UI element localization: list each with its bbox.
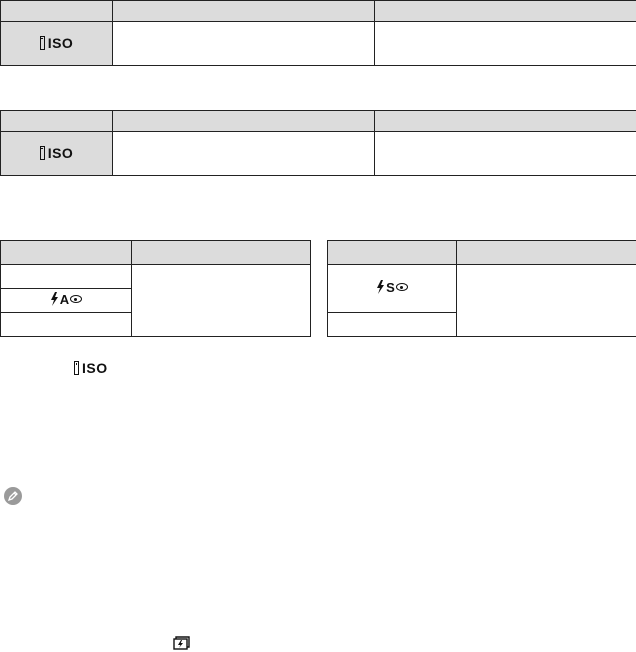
flash-auto-redeye-icon: A	[50, 292, 82, 307]
flash-auto-redeye-cell	[1, 289, 132, 313]
header-cell	[375, 111, 636, 132]
header-cell	[375, 1, 636, 22]
flash-table-left	[0, 240, 311, 337]
merged-description-cell	[457, 265, 636, 337]
header-cell	[328, 241, 457, 265]
merged-description-cell	[132, 265, 311, 337]
burst-flash-icon	[173, 636, 191, 650]
table-cell	[1, 313, 132, 337]
header-cell	[113, 111, 375, 132]
flash-slow-sync-redeye-icon: S	[376, 280, 408, 295]
table-cell	[328, 313, 457, 337]
flash-slow-sync-redeye-cell	[328, 265, 457, 313]
intelligent-iso-icon: ISO	[40, 35, 74, 51]
settings-table-top	[0, 0, 636, 66]
header-cell	[132, 241, 311, 265]
intelligent-iso-icon: ISO	[40, 145, 74, 161]
header-cell	[457, 241, 636, 265]
table-cell	[1, 265, 132, 289]
table-cell	[375, 132, 636, 176]
header-cell	[1, 241, 132, 265]
iso-symbol-cell	[1, 132, 113, 176]
table-cell	[375, 22, 636, 66]
settings-table-middle	[0, 110, 636, 176]
iso-symbol-cell	[1, 22, 113, 66]
flash-table-right	[327, 240, 636, 337]
table-cell	[113, 132, 375, 176]
header-cell	[1, 111, 113, 132]
header-cell	[1, 1, 113, 22]
table-cell	[113, 22, 375, 66]
intelligent-iso-icon: ISO	[74, 360, 108, 376]
header-cell	[113, 1, 375, 22]
pencil-note-icon	[4, 487, 22, 505]
